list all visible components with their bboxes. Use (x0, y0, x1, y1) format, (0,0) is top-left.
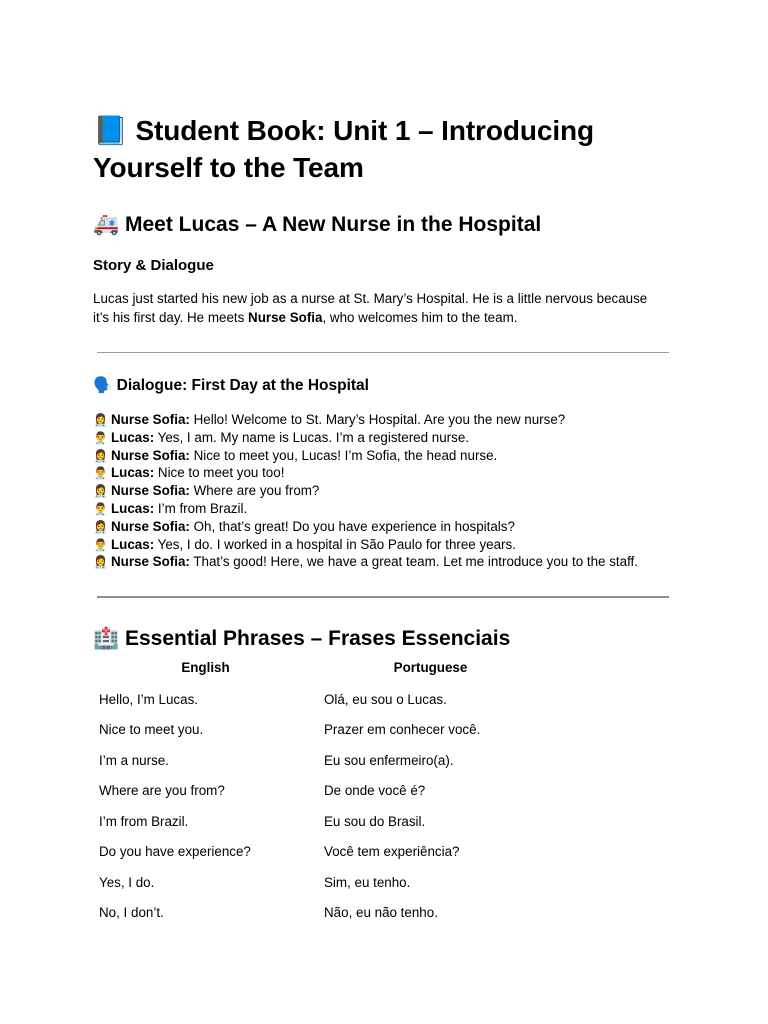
dialogue-line (93, 411, 713, 429)
dialogue-text: Where are you from? (189, 483, 320, 499)
dialogue-speaker: Lucas: (111, 465, 155, 481)
dialogue-text: Yes, I do. I worked in a hospital in São Paulo for three years. (154, 536, 516, 552)
portuguese-cell: De onde você é? (324, 783, 426, 799)
portuguese-cell: Eu sou do Brasil. (324, 813, 426, 829)
dialogue-line (93, 429, 713, 447)
dialogue-line (93, 536, 713, 554)
phrases-table-body (93, 684, 543, 928)
female-nurse-icon: 👩‍⚕️ (93, 448, 108, 463)
story-text-after: , who welcomes him to the team. (322, 309, 518, 325)
english-cell: Nice to meet you. (99, 722, 204, 738)
section-heading-meet-lucas (93, 211, 541, 238)
english-cell: No, I don’t. (99, 905, 164, 921)
dialogue-heading (93, 375, 369, 396)
page-title (93, 112, 693, 186)
dialogue-speaker: Lucas: (111, 429, 155, 445)
male-nurse-icon: 👨‍⚕️ (93, 430, 108, 445)
dialogue-speaker: Lucas: (111, 536, 155, 552)
table-row (93, 898, 543, 929)
dialogue-text: Nice to meet you, Lucas! I’m Sofia, the head nurse. (189, 447, 498, 463)
story-bold-name: Nurse Sofia (248, 309, 323, 325)
male-nurse-icon: 👨‍⚕️ (93, 501, 108, 516)
divider-1 (97, 352, 669, 353)
table-row (93, 837, 543, 868)
english-cell: Where are you from? (99, 783, 225, 799)
dialogue-line (93, 482, 713, 500)
dialogue-text: Nice to meet you too! (154, 465, 285, 481)
dialogue-text: Yes, I am. My name is Lucas. I’m a registered nurse. (154, 429, 469, 445)
phrases-table (93, 660, 543, 928)
ambulance-icon: 🚑 (93, 212, 120, 236)
table-row (93, 745, 543, 776)
section-heading-text: Meet Lucas – A New Nurse in the Hospital (125, 213, 542, 236)
story-dialogue-subheading: Story & Dialogue (93, 257, 214, 274)
dialogue-line (93, 447, 713, 465)
hospital-icon: 🏥 (93, 626, 120, 650)
dialogue-list (93, 411, 713, 571)
column-header-english: English (181, 660, 230, 675)
english-cell: I’m a nurse. (99, 752, 169, 768)
dialogue-line (93, 518, 713, 536)
dialogue-speaker: Nurse Sofia: (111, 554, 190, 570)
dialogue-heading-text: Dialogue: First Day at the Hospital (116, 377, 369, 394)
dialogue-line (93, 500, 713, 518)
dialogue-line (93, 464, 713, 482)
female-nurse-icon: 👩‍⚕️ (93, 484, 108, 499)
dialogue-speaker: Nurse Sofia: (111, 412, 190, 427)
divider-2 (97, 596, 669, 598)
english-cell: I’m from Brazil. (99, 813, 189, 829)
female-nurse-icon: 👩‍⚕️ (93, 519, 108, 534)
section-heading-phrases (93, 625, 510, 652)
phrases-heading-text: Essential Phrases – Frases Essenciais (125, 627, 511, 650)
table-row (93, 867, 543, 898)
portuguese-cell: Você tem experiência? (324, 844, 460, 860)
dialogue-speaker: Nurse Sofia: (111, 447, 190, 463)
portuguese-cell: Sim, eu tenho. (324, 874, 411, 890)
dialogue-text: Hello! Welcome to St. Mary’s Hospital. Are you the new nurse? (189, 412, 566, 427)
english-cell: Hello, I’m Lucas. (99, 691, 198, 707)
portuguese-cell: Olá, eu sou o Lucas. (324, 691, 447, 707)
story-paragraph (93, 290, 653, 327)
page-title-text: Student Book: Unit 1 – Introducing Yourself to the Team (93, 115, 595, 183)
table-row (93, 806, 543, 837)
female-nurse-icon: 👩‍⚕️ (93, 413, 108, 427)
column-header-portuguese: Portuguese (393, 660, 468, 675)
blue-book-icon: 📘 (93, 114, 128, 147)
male-nurse-icon: 👨‍⚕️ (93, 537, 108, 552)
female-nurse-icon: 👩‍⚕️ (93, 555, 108, 570)
table-row (93, 776, 543, 807)
table-row (93, 715, 543, 746)
portuguese-cell: Prazer em conhecer você. (324, 722, 481, 738)
portuguese-cell: Eu sou enfermeiro(a). (324, 752, 454, 768)
speaking-head-icon: 🗣️ (93, 376, 113, 394)
dialogue-text: I’m from Brazil. (154, 500, 248, 516)
dialogue-text: Oh, that’s great! Do you have experience in hospitals? (189, 518, 515, 534)
dialogue-speaker: Nurse Sofia: (111, 518, 190, 534)
dialogue-text: That’s good! Here, we have a great team. Let me introduce you to the staff. (189, 554, 638, 570)
male-nurse-icon: 👨‍⚕️ (93, 466, 108, 481)
story-text-before: Lucas just started his new job as a nurse at St. Mary’s Hospital. He is a little nervous because it’s his first day. He meets (93, 291, 648, 325)
dialogue-speaker: Nurse Sofia: (111, 483, 190, 499)
phrases-table-header-row (93, 660, 543, 684)
table-row (93, 684, 543, 715)
dialogue-line (93, 553, 713, 571)
dialogue-speaker: Lucas: (111, 500, 155, 516)
english-cell: Do you have experience? (99, 844, 251, 860)
portuguese-cell: Não, eu não tenho. (324, 905, 438, 921)
english-cell: Yes, I do. (99, 874, 155, 890)
